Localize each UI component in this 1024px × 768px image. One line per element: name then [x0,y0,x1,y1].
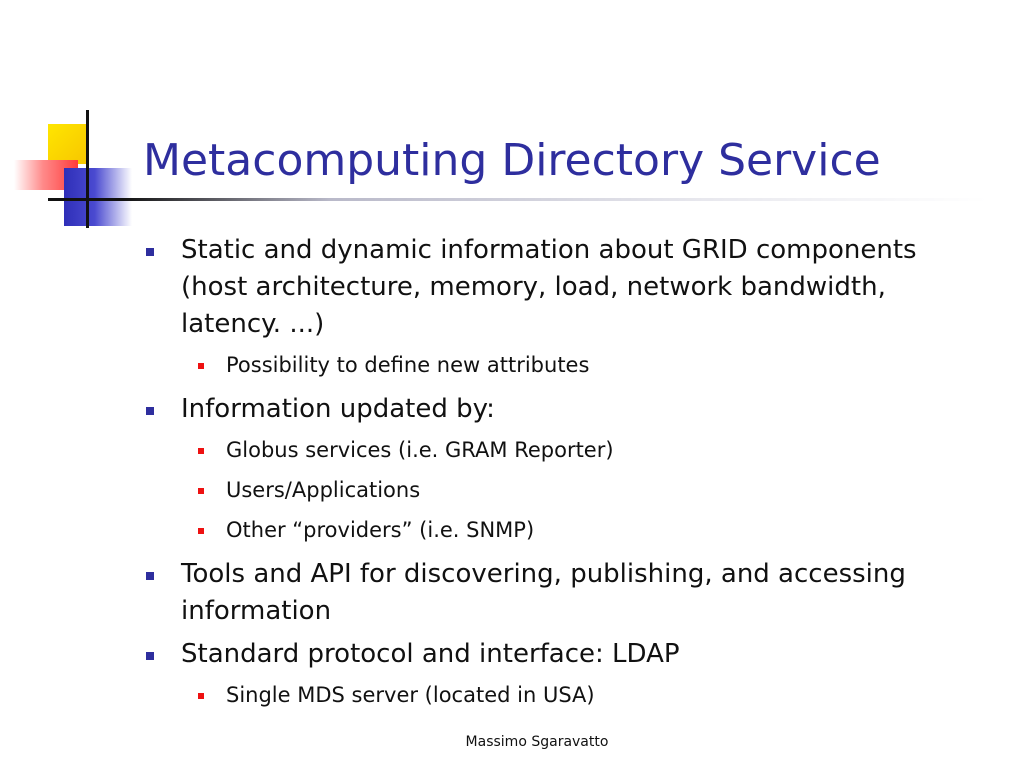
bullet-item [143,556,943,630]
bullet-item [143,636,943,673]
square-bullet-icon [198,363,204,369]
sub-bullet-text: Users/Applications [226,478,421,502]
logo-blue-square [64,168,132,226]
square-bullet-icon [146,652,154,660]
sub-bullet-item [143,434,943,466]
square-bullet-icon [198,693,204,699]
sub-bullet-item [143,349,943,381]
bullet-list [143,232,943,721]
bullet-item [143,391,943,428]
sub-bullet-text: Other “providers” (i.e. SNMP) [226,518,535,542]
decorative-logo [0,0,150,240]
sub-bullet-item [143,514,943,546]
slide-title: Metacomputing Directory Service [143,135,881,186]
square-bullet-icon [198,528,204,534]
bullet-text: Standard protocol and interface: LDAP [181,639,680,669]
bullet-text: Static and dynamic information about GRID components (host architecture, memory, load, network bandwidth, latency. ...) [181,235,917,339]
bullet-item [143,232,943,343]
sub-bullet-text: Possibility to define new attributes [226,353,590,377]
slide-footer-author: Massimo Sgaravatto [465,734,609,750]
square-bullet-icon [146,248,154,256]
logo-yellow-square [48,124,86,164]
sub-bullet-item [143,679,943,711]
logo-vertical-line [86,110,89,228]
square-bullet-icon [198,448,204,454]
square-bullet-icon [146,407,154,415]
square-bullet-icon [198,488,204,494]
sub-bullet-item [143,474,943,506]
bullet-text: Information updated by: [181,394,495,424]
sub-bullet-text: Globus services (i.e. GRAM Reporter) [226,438,614,462]
square-bullet-icon [146,572,154,580]
bullet-text: Tools and API for discovering, publishing, and accessing information [181,559,906,626]
sub-bullet-text: Single MDS server (located in USA) [226,683,595,707]
title-underline [48,198,988,201]
